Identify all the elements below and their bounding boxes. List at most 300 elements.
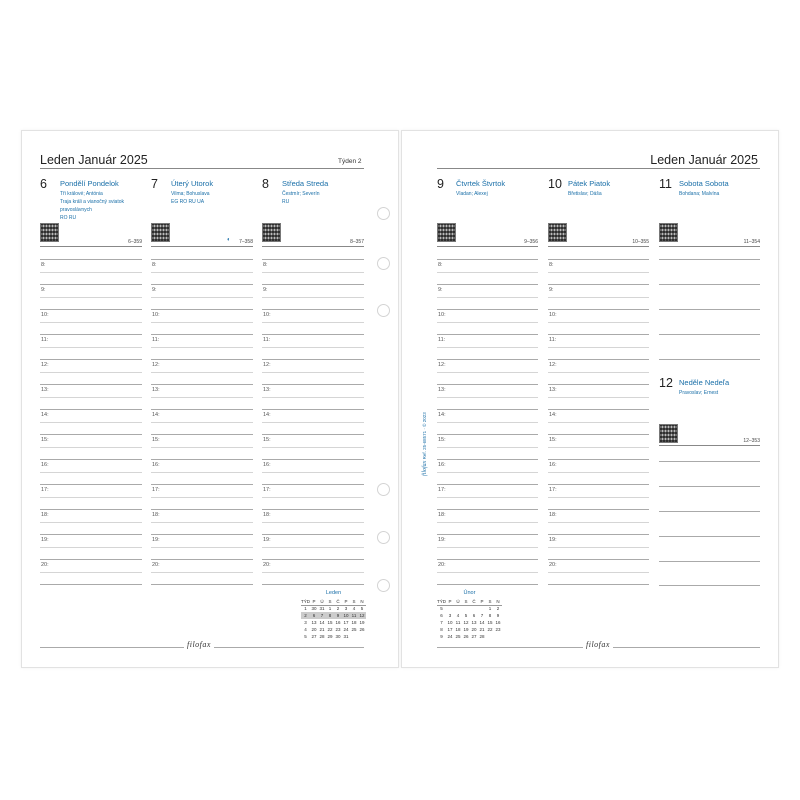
day-number: 8 <box>262 177 269 191</box>
hour-label: 10: <box>438 312 446 318</box>
hour-row <box>151 284 253 309</box>
date-cell: 15 <box>487 620 493 625</box>
hour-row <box>40 534 142 559</box>
hour-row <box>151 534 253 559</box>
hour-row <box>548 484 649 509</box>
hour-row <box>437 309 538 334</box>
date-cell: 30 <box>335 634 341 639</box>
date-cell: 25 <box>455 634 461 639</box>
date-cell <box>494 633 502 640</box>
hour-label: 20: <box>152 562 160 568</box>
hour-row <box>437 259 538 284</box>
hour-label: 12: <box>41 362 49 368</box>
mini-calendar-header-cell: P <box>446 598 454 605</box>
hour-row <box>40 259 142 284</box>
hour-label: 16: <box>263 462 271 468</box>
day-notes <box>679 389 718 397</box>
day-number: 10 <box>548 177 562 191</box>
date-cell: 9 <box>496 613 500 618</box>
date-cell: 5 <box>360 606 364 612</box>
day-notes <box>171 190 210 206</box>
hour-label: 20: <box>41 562 49 568</box>
hour-row <box>40 384 142 409</box>
date-cell: 27 <box>471 634 477 639</box>
hour-row <box>262 359 364 384</box>
hour-row <box>40 484 142 509</box>
day-number: 6 <box>40 177 47 191</box>
nameday-text: Tři králové; Antónia <box>60 191 103 197</box>
hour-row <box>262 259 364 284</box>
hour-grid-thursday <box>437 259 538 589</box>
hour-grid-friday <box>548 259 649 589</box>
hour-row <box>437 334 538 359</box>
hour-row <box>262 334 364 359</box>
hour-row <box>437 384 538 409</box>
hour-label: 17: <box>263 487 271 493</box>
hour-row <box>437 284 538 309</box>
week-number-cell: 5 <box>440 606 443 612</box>
day-block-tuesday <box>151 177 253 257</box>
qr-code-icon <box>40 223 59 242</box>
hour-row <box>40 509 142 534</box>
header-divider <box>40 168 364 169</box>
hour-row <box>151 459 253 484</box>
date-cell: 24 <box>447 634 453 639</box>
day-number: 9 <box>437 177 444 191</box>
hour-row <box>548 459 649 484</box>
hour-label: 16: <box>41 462 49 468</box>
hour-label: 13: <box>438 387 446 393</box>
hour-row <box>151 484 253 509</box>
hour-label: 10: <box>152 312 160 318</box>
day-block-saturday <box>659 177 760 257</box>
date-cell: 1 <box>488 606 492 612</box>
mini-calendar-header-cell: Č <box>334 598 342 605</box>
week-label: Týden 2 <box>338 158 362 165</box>
hour-row <box>151 359 253 384</box>
mini-calendar-title: Leden <box>325 590 342 596</box>
mini-calendar-header-cell: Č <box>470 598 478 605</box>
qr-code-icon <box>659 424 678 443</box>
date-cell: 28 <box>319 634 325 639</box>
hour-row <box>437 459 538 484</box>
hour-label: 15: <box>152 437 160 443</box>
hour-label: 20: <box>438 562 446 568</box>
binder-hole <box>377 483 390 496</box>
date-cell: 26 <box>463 634 469 639</box>
date-cell: 26 <box>359 627 365 632</box>
day-name: Neděle Nedeľa <box>679 378 730 387</box>
hour-label: 19: <box>152 537 160 543</box>
hour-label: 8: <box>41 262 46 268</box>
hour-label: 17: <box>152 487 160 493</box>
hour-label: 8: <box>438 262 443 268</box>
week-number-cell: 9 <box>440 634 443 639</box>
date-cell: 8 <box>488 613 492 618</box>
date-cell: 1 <box>328 606 332 612</box>
date-cell: 22 <box>487 627 493 632</box>
hour-label: 8: <box>263 262 268 268</box>
date-cell <box>470 605 478 612</box>
date-cell: 15 <box>327 620 333 625</box>
day-notes <box>456 190 488 198</box>
day-of-year: 11–354 <box>743 239 760 245</box>
date-cell: 18 <box>351 620 357 625</box>
binder-hole <box>377 531 390 544</box>
hour-row <box>40 434 142 459</box>
hour-label: 13: <box>549 387 557 393</box>
saturday-notes-area <box>659 259 760 361</box>
hour-row <box>151 434 253 459</box>
day-of-year: 7–358 <box>239 239 253 245</box>
hour-label: 14: <box>41 412 49 418</box>
side-imprint <box>422 412 428 476</box>
hour-row <box>40 459 142 484</box>
day-divider <box>659 246 760 247</box>
hour-label: 17: <box>438 487 446 493</box>
hour-row <box>437 559 538 584</box>
hour-label: 10: <box>263 312 271 318</box>
date-cell <box>350 633 358 640</box>
hour-row <box>151 509 253 534</box>
date-cell: 30 <box>311 606 317 612</box>
day-name: Pondělí Pondelok <box>60 179 119 188</box>
hour-row <box>437 409 538 434</box>
week-number-cell: 5 <box>304 634 307 639</box>
hour-label: 18: <box>438 512 446 518</box>
mini-calendar-header-cell: P <box>310 598 318 605</box>
day-notes <box>60 190 124 222</box>
day-divider <box>262 246 364 247</box>
hour-label: 12: <box>263 362 271 368</box>
day-divider <box>548 246 649 247</box>
date-cell: 31 <box>343 634 349 639</box>
mini-calendar-header-cell: S <box>350 598 358 605</box>
date-cell: 2 <box>496 606 500 612</box>
hour-label: 18: <box>549 512 557 518</box>
hour-row <box>262 384 364 409</box>
reference-text: Ref. 25-68571 · © 2023 <box>422 412 427 460</box>
hour-label: 12: <box>438 362 446 368</box>
header-divider <box>437 168 760 169</box>
day-divider <box>151 246 253 247</box>
day-notes <box>568 190 602 198</box>
date-cell: 9 <box>334 612 342 619</box>
hour-label: 17: <box>549 487 557 493</box>
nameday-text: Pravoslav; Ernest <box>679 390 719 396</box>
hour-row <box>437 434 538 459</box>
filofax-logo: filofax <box>583 640 613 649</box>
hour-label: 9: <box>549 287 554 293</box>
date-cell: 10 <box>447 620 453 625</box>
hour-row <box>548 359 649 384</box>
date-cell: 5 <box>464 613 468 618</box>
nameday-text: Bohdana; Malvína <box>679 191 720 197</box>
day-block-friday <box>548 177 649 257</box>
date-cell: 14 <box>479 620 485 625</box>
date-cell: 6 <box>310 612 318 619</box>
hour-row <box>548 384 649 409</box>
date-cell: 16 <box>335 620 341 625</box>
hour-label: 14: <box>549 412 557 418</box>
country-codes: RU <box>282 199 290 205</box>
date-cell: 11 <box>351 613 357 618</box>
hour-row <box>40 359 142 384</box>
date-cell: 4 <box>456 613 460 618</box>
day-of-year: 10–355 <box>632 239 649 245</box>
mini-calendar-header-cell: TÝD <box>437 598 446 604</box>
hour-label: 10: <box>549 312 557 318</box>
hour-row <box>151 334 253 359</box>
qr-code-icon <box>659 223 678 242</box>
hour-row <box>548 534 649 559</box>
date-cell: 19 <box>359 620 365 625</box>
date-cell: 31 <box>319 606 325 612</box>
day-block-wednesday <box>262 177 364 257</box>
mini-calendar-header-cell: Ú <box>454 598 462 605</box>
hour-label: 15: <box>438 437 446 443</box>
hour-label: 12: <box>152 362 160 368</box>
hour-label: 11: <box>41 337 49 343</box>
mini-calendar-header-cell: S <box>462 598 470 605</box>
hour-row <box>548 259 649 284</box>
country-codes: EG RO RU UA <box>171 199 205 205</box>
hour-row <box>548 409 649 434</box>
hour-label: 17: <box>41 487 49 493</box>
date-cell: 17 <box>343 620 349 625</box>
day-name: Sobota Sobota <box>679 179 729 188</box>
date-cell: 13 <box>471 620 477 625</box>
binder-hole <box>377 304 390 317</box>
date-cell: 23 <box>495 627 501 632</box>
hour-label: 16: <box>549 462 557 468</box>
hour-label: 16: <box>152 462 160 468</box>
date-cell: 18 <box>455 627 461 632</box>
date-cell: 12 <box>359 613 365 618</box>
week-number-cell: 7 <box>440 620 443 625</box>
mini-calendar-header-cell: TÝD <box>301 598 310 604</box>
hour-label: 9: <box>152 287 157 293</box>
nameday-text: Vilma; Bohuslava <box>171 191 210 197</box>
date-cell: 23 <box>335 627 341 632</box>
date-cell: 27 <box>311 634 317 639</box>
hour-row <box>262 534 364 559</box>
hour-label: 8: <box>152 262 157 268</box>
hour-row <box>40 284 142 309</box>
holiday-text: pravoslávnych <box>60 207 92 213</box>
date-cell: 8 <box>326 612 334 619</box>
hour-label: 10: <box>41 312 49 318</box>
mini-calendar-title: Únor <box>463 590 476 596</box>
date-cell: 29 <box>327 634 333 639</box>
date-cell: 14 <box>319 620 325 625</box>
hour-row <box>437 509 538 534</box>
week-number-cell: 3 <box>304 620 307 625</box>
date-cell <box>446 605 454 612</box>
hour-row <box>40 309 142 334</box>
day-of-year: 12–353 <box>743 438 760 444</box>
hour-row <box>548 559 649 584</box>
hour-label: 15: <box>263 437 271 443</box>
hour-row <box>151 309 253 334</box>
date-cell <box>462 605 470 612</box>
mini-calendar-header-cell: P <box>478 598 486 605</box>
hour-label: 9: <box>263 287 268 293</box>
date-cell: 4 <box>352 606 356 612</box>
hour-row <box>437 534 538 559</box>
qr-code-icon <box>548 223 567 242</box>
date-cell: 3 <box>344 606 348 612</box>
hour-row <box>262 559 364 584</box>
day-block-sunday <box>659 376 760 456</box>
country-codes: RO RU <box>60 215 77 221</box>
day-divider <box>437 246 538 247</box>
qr-code-icon <box>262 223 281 242</box>
hour-label: 11: <box>438 337 446 343</box>
hour-row <box>262 409 364 434</box>
day-of-year: 9–356 <box>524 239 538 245</box>
hour-row <box>40 559 142 584</box>
nameday-text: Břetislav; Dáša <box>568 191 602 197</box>
day-name: Pátek Piatok <box>568 179 611 188</box>
mini-calendar-header-cell: S <box>486 598 494 605</box>
hour-label: 14: <box>152 412 160 418</box>
left-diary-page <box>21 130 399 668</box>
mini-calendar-table <box>437 598 502 640</box>
date-cell: 13 <box>311 620 317 625</box>
hour-label: 20: <box>263 562 271 568</box>
hour-row <box>262 309 364 334</box>
hour-label: 15: <box>549 437 557 443</box>
date-cell: 2 <box>336 606 340 612</box>
date-cell <box>486 633 494 640</box>
date-cell: 21 <box>319 627 325 632</box>
week-number-cell: 8 <box>440 627 443 632</box>
hour-label: 19: <box>549 537 557 543</box>
hour-row <box>548 309 649 334</box>
day-name: Úterý Utorok <box>171 179 214 188</box>
nameday-text: Vladan; Alexej <box>456 191 488 197</box>
day-notes <box>679 190 719 198</box>
hour-row <box>437 359 538 384</box>
binder-hole <box>377 257 390 270</box>
mini-calendar-header-cell: S <box>326 598 334 605</box>
date-cell: 10 <box>343 613 349 618</box>
hour-row <box>437 484 538 509</box>
holiday-text: Traja králi a vianočný sviatok <box>60 199 125 205</box>
hour-row <box>262 284 364 309</box>
day-notes <box>282 190 320 206</box>
date-cell: 20 <box>311 627 317 632</box>
hour-row <box>262 459 364 484</box>
hour-row <box>548 509 649 534</box>
mini-calendar-header-cell: N <box>494 598 502 605</box>
hour-grid-wednesday <box>262 259 364 589</box>
date-cell <box>358 633 366 640</box>
right-diary-page <box>401 130 779 668</box>
hour-label: 20: <box>549 562 557 568</box>
date-cell <box>454 605 462 612</box>
week-number-cell: 1 <box>304 606 307 612</box>
week-number-cell: 6 <box>440 613 443 618</box>
hour-grid-monday <box>40 259 142 589</box>
hour-row <box>548 434 649 459</box>
hour-row <box>548 284 649 309</box>
hour-label: 9: <box>41 287 46 293</box>
nameday-text: Čestmír; Severín <box>282 191 320 197</box>
page-title: Leden Január 2025 <box>40 153 148 167</box>
day-number: 7 <box>151 177 158 191</box>
day-name: Čtvrtek Štvrtok <box>456 179 506 188</box>
date-cell: 25 <box>351 627 357 632</box>
hour-row <box>151 384 253 409</box>
qr-code-icon <box>151 223 170 242</box>
day-divider <box>40 246 142 247</box>
day-block-monday <box>40 177 142 257</box>
day-of-year: 8–357 <box>350 239 364 245</box>
binder-hole <box>377 207 390 220</box>
binder-hole <box>377 579 390 592</box>
moon-phase-icon: ◐ <box>227 237 231 243</box>
date-cell: 7 <box>318 612 326 619</box>
week-number-cell: 2 <box>301 612 310 619</box>
mini-calendar-table <box>301 598 366 640</box>
hour-label: 11: <box>549 337 557 343</box>
hour-label: 13: <box>41 387 49 393</box>
date-cell <box>478 605 486 612</box>
hour-row <box>40 409 142 434</box>
hour-row <box>151 409 253 434</box>
mini-calendar-january <box>301 590 366 640</box>
date-cell: 20 <box>471 627 477 632</box>
hour-label: 19: <box>41 537 49 543</box>
date-cell: 11 <box>455 620 461 625</box>
date-cell: 12 <box>463 620 469 625</box>
hour-grid-tuesday <box>151 259 253 589</box>
mini-calendar-header-cell: P <box>342 598 350 605</box>
date-cell: 17 <box>447 627 453 632</box>
hour-label: 12: <box>549 362 557 368</box>
filofax-logo: filofax <box>184 640 214 649</box>
day-number: 11 <box>659 177 672 191</box>
week-number-cell: 4 <box>304 627 307 632</box>
date-cell: 21 <box>479 627 485 632</box>
date-cell: 19 <box>463 627 469 632</box>
hour-label: 8: <box>549 262 554 268</box>
hour-row <box>262 509 364 534</box>
hour-label: 11: <box>152 337 160 343</box>
mini-calendar-header-cell: Ú <box>318 598 326 605</box>
mini-calendar-february <box>437 590 502 640</box>
hour-label: 13: <box>263 387 271 393</box>
qr-code-icon <box>437 223 456 242</box>
hour-label: 11: <box>263 337 271 343</box>
date-cell: 6 <box>472 613 476 618</box>
hour-label: 16: <box>438 462 446 468</box>
day-of-year: 6–359 <box>128 239 142 245</box>
hour-label: 18: <box>152 512 160 518</box>
hour-label: 14: <box>263 412 271 418</box>
page-title: Leden Január 2025 <box>650 153 758 167</box>
hour-row <box>262 484 364 509</box>
day-name: Středa Streda <box>282 179 329 188</box>
filofax-side-logo: filofax <box>422 460 428 476</box>
hour-row <box>262 434 364 459</box>
hour-label: 19: <box>438 537 446 543</box>
hour-label: 9: <box>438 287 443 293</box>
hour-row <box>151 259 253 284</box>
hour-label: 18: <box>263 512 271 518</box>
